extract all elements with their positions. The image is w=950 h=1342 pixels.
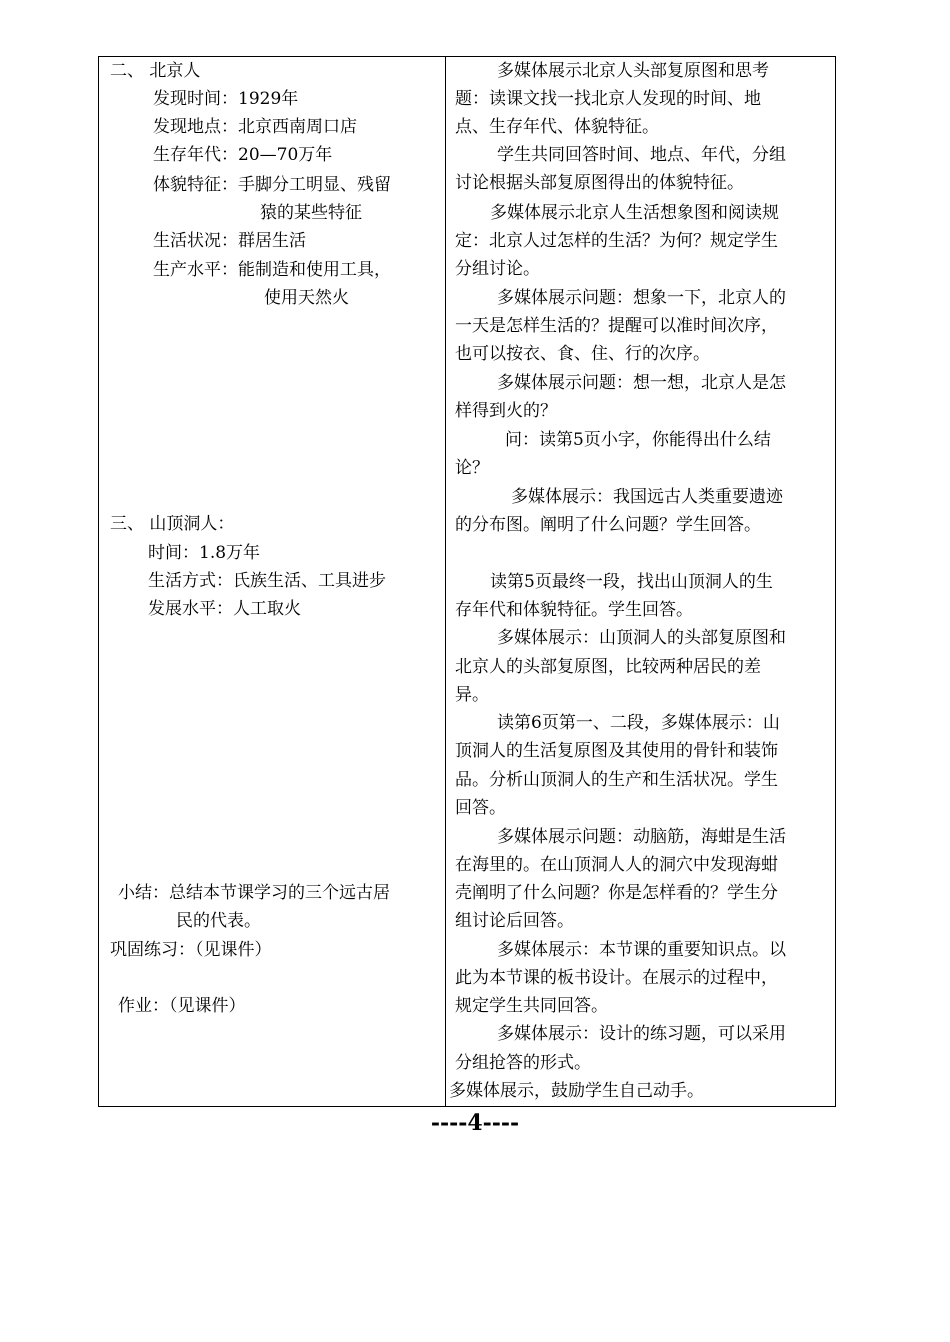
column-divider	[445, 56, 446, 1107]
right-text-line: 多媒体展示北京人头部复原图和思考	[497, 61, 769, 81]
right-text-line: 读第5页最终一段，找出山顶洞人的生	[490, 572, 773, 592]
left-text-line: 作业：（见课件）	[118, 996, 246, 1016]
right-text-line: 存年代和体貌特征。学生回答。	[455, 600, 693, 620]
left-text-line: 发展水平：人工取火	[148, 599, 301, 619]
left-text-line: 生活状况：群居生活	[153, 231, 306, 251]
right-text-line: 讨论根据头部复原图得出的体貌特征。	[455, 173, 744, 193]
left-text-line: 猿的某些特征	[260, 203, 362, 223]
right-text-line: 点、生存年代、体貌特征。	[455, 117, 659, 137]
right-text-line: 定：北京人过怎样的生活？为何？规定学生	[455, 231, 778, 251]
right-text-line: 多媒体展示：本节课的重要知识点。以	[497, 940, 786, 960]
left-text-line: 生产水平：能制造和使用工具，	[153, 260, 391, 280]
right-text-line: 多媒体展示问题：动脑筋，海蚶是生活	[497, 827, 786, 847]
right-text-line: 也可以按衣、食、住、行的次序。	[455, 344, 710, 364]
left-text-line: 生活方式：氏族生活、工具进步	[148, 571, 386, 591]
left-text-line: 发现时间：1929年	[153, 89, 299, 109]
right-text-line: 规定学生共同回答。	[455, 996, 608, 1016]
left-text-line: 体貌特征：手脚分工明显、残留	[153, 175, 391, 195]
right-text-line: 回答。	[455, 798, 506, 818]
left-text-line: 小结：总结本节课学习的三个远古居	[118, 883, 390, 903]
right-text-line: 学生共同回答时间、地点、年代，分组	[497, 145, 786, 165]
left-text-line: 发现地点：北京西南周口店	[153, 117, 357, 137]
left-text-line: 三、 山顶洞人：	[110, 514, 235, 534]
right-text-line: 读第6页第一、二段，多媒体展示：山	[497, 713, 780, 733]
right-text-line: 多媒体展示：我国远古人类重要遗迹	[511, 487, 783, 507]
right-text-line: 此为本节课的板书设计。在展示的过程中，	[455, 968, 778, 988]
right-text-line: 顶洞人的生活复原图及其使用的骨针和装饰	[455, 741, 778, 761]
right-text-line: 北京人的头部复原图，比较两种居民的差	[455, 657, 761, 677]
right-text-line: 异。	[455, 685, 489, 705]
right-text-line: 问：读第5页小字，你能得出什么结	[505, 430, 771, 450]
right-text-line: 分组抢答的形式。	[455, 1053, 591, 1073]
left-text-line: 二、 北京人	[110, 61, 201, 81]
left-text-line: 生存年代：20—70万年	[153, 145, 333, 165]
right-text-line: 多媒体展示，鼓励学生自己动手。	[449, 1081, 704, 1101]
right-text-line: 组讨论后回答。	[455, 911, 574, 931]
left-text-line: 民的代表。	[176, 911, 261, 931]
right-text-line: 一天是怎样生活的？提醒可以准时间次序，	[455, 316, 778, 336]
right-text-line: 多媒体展示问题：想一想，北京人是怎	[497, 373, 786, 393]
left-text-line: 使用天然火	[264, 288, 349, 308]
right-text-line: 样得到火的？	[455, 401, 557, 421]
right-text-line: 题：读课文找一找北京人发现的时间、地	[455, 89, 761, 109]
right-text-line: 壳阐明了什么问题？你是怎样看的？学生分	[455, 883, 778, 903]
right-text-line: 多媒体展示问题：想象一下，北京人的	[497, 288, 786, 308]
left-text-line: 巩固练习：（见课件）	[110, 940, 272, 960]
right-text-line: 论？	[455, 458, 489, 478]
right-text-line: 分组讨论。	[455, 259, 540, 279]
right-text-line: 在海里的。在山顶洞人人的洞穴中发现海蚶	[455, 855, 778, 875]
right-text-line: 的分布图。阐明了什么问题？学生回答。	[455, 515, 761, 535]
right-text-line: 品。分析山顶洞人的生产和生活状况。学生	[455, 770, 778, 790]
right-text-line: 多媒体展示：山顶洞人的头部复原图和	[497, 628, 786, 648]
right-text-line: 多媒体展示北京人生活想象图和阅读规	[490, 203, 779, 223]
page-number: ----4----	[430, 1110, 520, 1136]
right-text-line: 多媒体展示：设计的练习题，可以采用	[497, 1024, 786, 1044]
left-text-line: 时间：1.8万年	[148, 543, 261, 563]
